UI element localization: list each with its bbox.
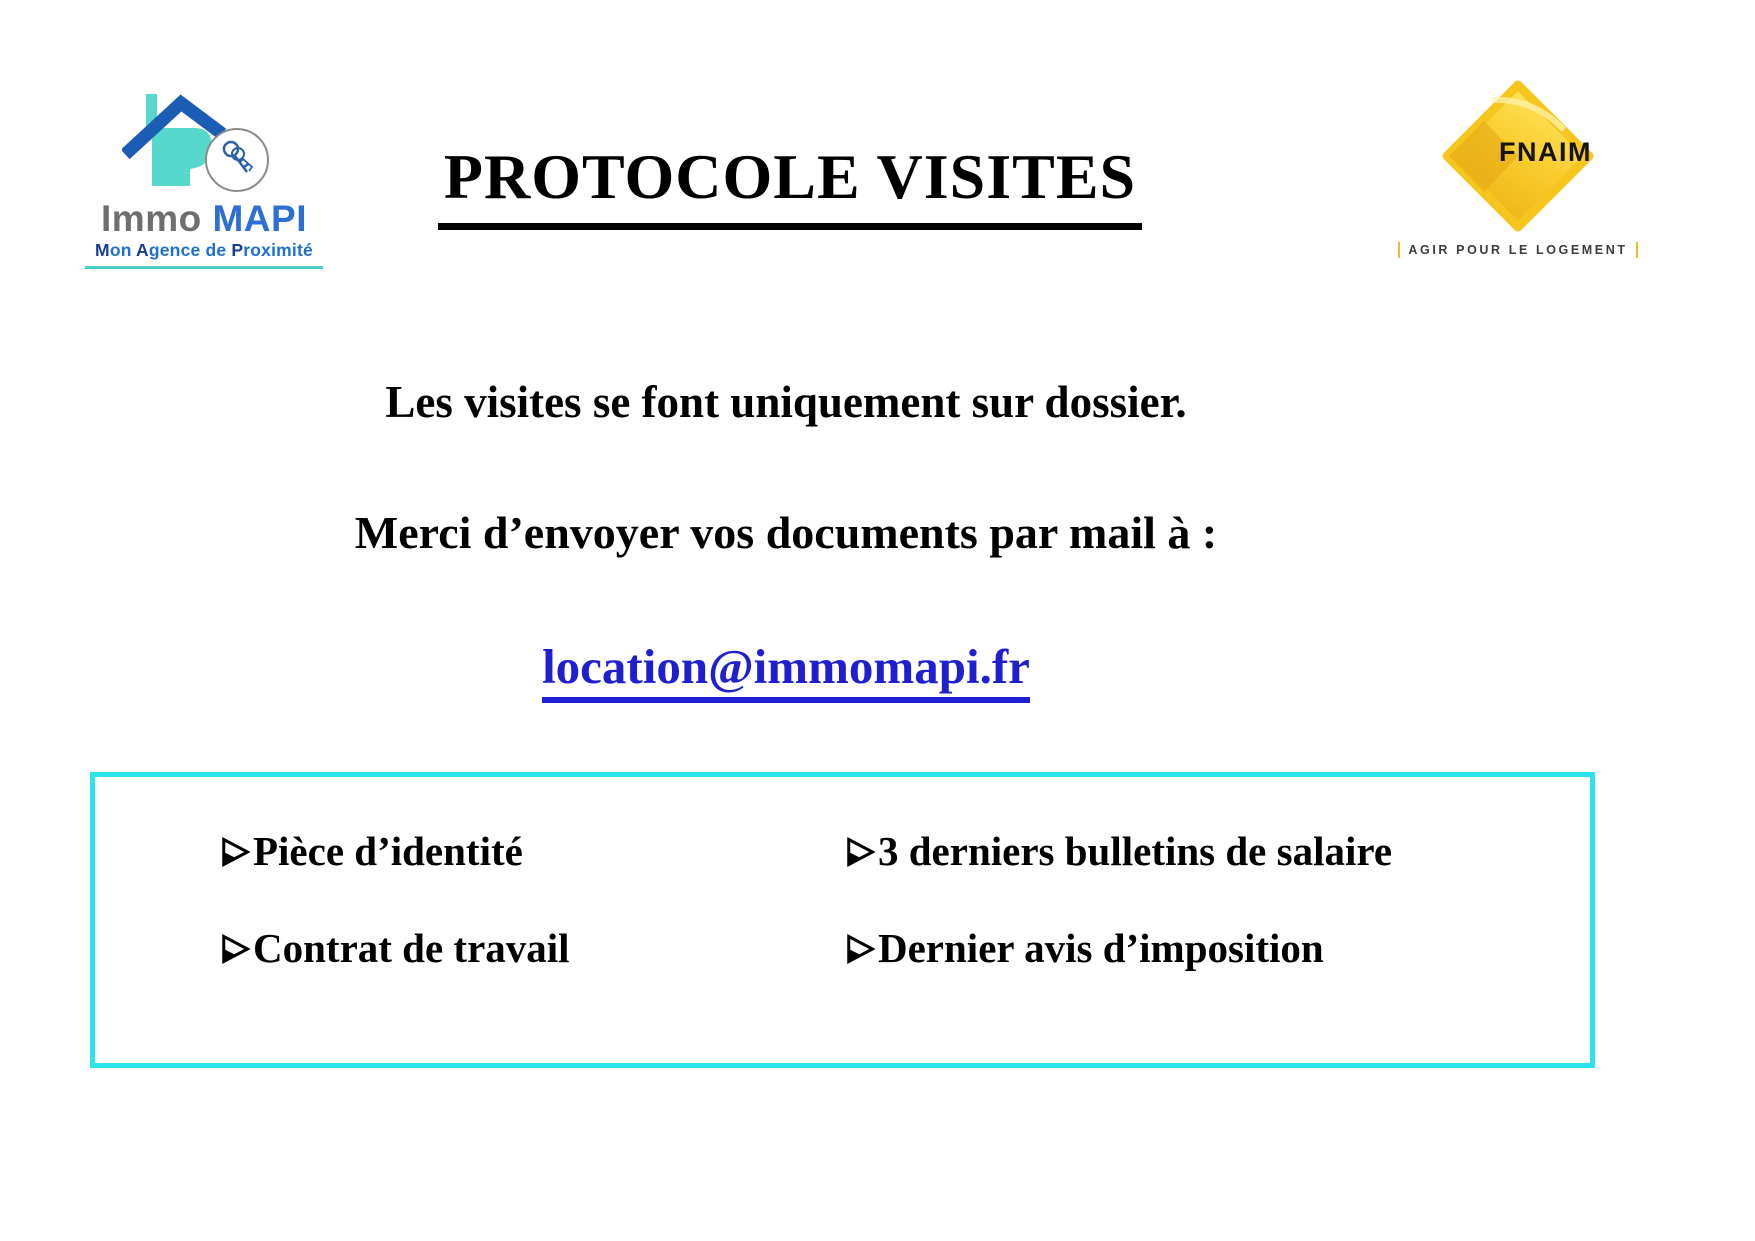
subtitle-part: gence de: [148, 240, 232, 260]
subtitle-part: on: [109, 240, 137, 260]
arrowhead-right-icon: [845, 934, 875, 964]
email-link[interactable]: location@immomapi.fr: [542, 638, 1030, 703]
arrowhead-right-icon: [845, 837, 875, 867]
doc-item-label: 3 derniers bulletins de salaire: [878, 828, 1393, 874]
required-documents-box: [90, 772, 1595, 1068]
doc-item-contrat-travail: [220, 926, 845, 971]
subtitle-part: P: [231, 240, 244, 260]
arrowhead-right-icon: [220, 837, 250, 867]
doc-item-label: Dernier avis d’imposition: [878, 925, 1324, 972]
body-line-1: Les visites se font uniquement sur dossier.: [385, 377, 1187, 427]
doc-item-piece-identite: [220, 829, 845, 874]
immomapi-name-immo: Immo: [101, 198, 202, 239]
doc-item-label: Pièce d’identité: [253, 828, 523, 874]
subtitle-part: M: [95, 240, 110, 260]
immomapi-name-mapi: MAPI: [212, 198, 307, 239]
tagline-bar-right: [1636, 242, 1638, 258]
title-row: [60, 140, 1520, 230]
fnaim-tagline-text: AGIR POUR LE LOGEMENT: [1408, 243, 1628, 257]
fnaim-tagline: [1398, 242, 1638, 258]
tagline-bar-left: [1398, 242, 1400, 258]
body-line-2: Merci d’envoyer vos documents par mail à :: [354, 507, 1218, 558]
doc-item-bulletins-salaire: [845, 829, 1590, 874]
fnaim-wordmark: FNAIM: [1499, 137, 1592, 167]
email-row: [0, 638, 1572, 703]
doc-item-avis-imposition: [845, 926, 1590, 971]
subtitle-part: A: [136, 240, 149, 260]
subtitle-part: roximité: [243, 240, 313, 260]
arrowhead-right-icon: [220, 934, 250, 964]
doc-item-label: Contrat de travail: [253, 925, 570, 972]
immomapi-underline: [85, 266, 323, 269]
page-title: PROTOCOLE VISITES: [438, 140, 1142, 230]
immomapi-subtitle: [85, 240, 323, 261]
fnaim-logo: [1398, 80, 1638, 258]
